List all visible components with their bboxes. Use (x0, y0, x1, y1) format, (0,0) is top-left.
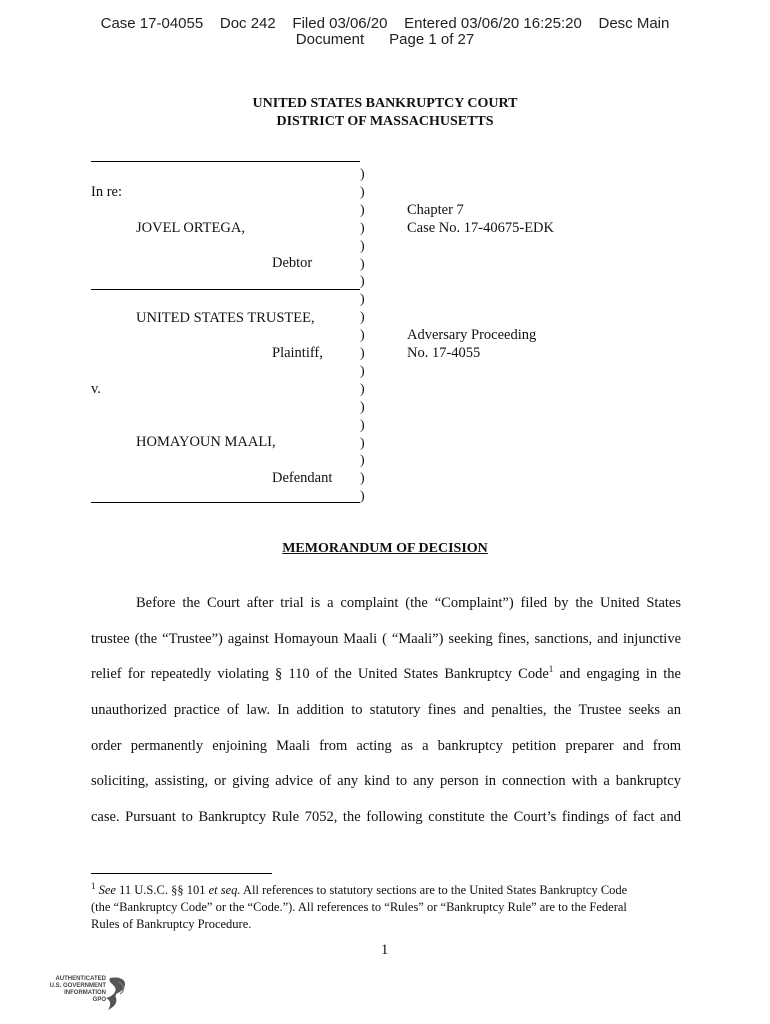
plaintiff-name: UNITED STATES TRUSTEE, (136, 310, 315, 326)
plaintiff-label: Plaintiff, (272, 345, 323, 361)
footnote-rest: All references to statutory sections are to the United States Bankruptcy Code (240, 883, 628, 897)
logo-line-1: AUTHENTICATED (55, 976, 106, 982)
debtor-name: JOVEL ORTEGA, (136, 220, 245, 236)
body-line-6: soliciting, assisting, or giving advice of any kind to any person in connection with a bankruptcy (91, 773, 681, 789)
footnote-line-1 (91, 882, 681, 899)
logo-line-4: GPO (92, 997, 106, 1003)
body-line-2: trustee (the “Trustee”) against Homayoun Maali ( “Maali”) seeking fines, sanctions, and injunctive (91, 631, 681, 647)
footnote-cite: 11 U.S.C. §§ 101 (115, 883, 209, 897)
doc-number: Doc 242 (219, 15, 276, 32)
filed-date: Filed 03/06/20 (292, 15, 388, 32)
caption-paren: ) (360, 399, 365, 415)
document-label: Document (295, 31, 365, 48)
caption-paren: ) (360, 471, 365, 487)
caption-rule-top (91, 161, 360, 162)
page-number: 1 (381, 942, 389, 958)
body-line-3-part2: and engaging in the (559, 666, 681, 682)
caption-paren: ) (360, 435, 365, 451)
body-line-5: order permanently enjoining Maali from acting as a bankruptcy petition preparer and from (91, 738, 681, 754)
caption-paren: ) (360, 346, 365, 361)
in-re-label: In re: (91, 184, 122, 200)
footnote-ref[interactable]: 1 (548, 664, 554, 675)
caption-paren: ) (360, 274, 365, 290)
caption-paren: ) (360, 328, 365, 344)
filing-header-line1 (0, 16, 770, 32)
entered-date: Entered 03/06/20 16:25:20 (404, 15, 582, 32)
eagle-icon (44, 974, 134, 1014)
caption-paren: ) (360, 310, 365, 326)
footnote-line-3: Rules of Bankruptcy Procedure. (91, 917, 252, 931)
body-line-3-part1: relief for repeatedly violating § 110 of the United States Bankruptcy Code (91, 666, 549, 682)
caption-paren: ) (360, 292, 365, 308)
document-title: MEMORANDUM OF DECISION (282, 541, 488, 556)
defendant-label: Defendant (272, 470, 333, 486)
footnote-et-seq: et seq. (208, 883, 241, 897)
body-line-3 (91, 666, 681, 683)
body-line-1: Before the Court after trial is a complaint (the “Complaint”) filed by the United States (136, 595, 681, 611)
caption-rule-bottom (91, 502, 360, 503)
caption-paren: ) (360, 256, 365, 272)
caption-paren: ) (360, 417, 365, 433)
footnote-see: See (98, 883, 116, 897)
caption-paren: ) (360, 220, 365, 236)
footnote-separator (91, 873, 272, 874)
caption-paren: ) (360, 453, 365, 469)
case-number-label: Case No. 17-40675-EDK (407, 220, 554, 236)
caption-paren: ) (360, 381, 365, 397)
versus-label: v. (91, 381, 101, 397)
caption-rule-middle (91, 289, 360, 290)
body-line-4: unauthorized practice of law. In addition to statutory fines and penalties, the Trustee seeks an (91, 702, 681, 718)
adversary-number: No. 17-4055 (407, 345, 481, 361)
debtor-label: Debtor (272, 255, 313, 271)
caption-paren: ) (360, 167, 365, 182)
caption-paren: ) (360, 489, 365, 505)
desc: Desc Main (598, 15, 670, 32)
footnote-line-2: (the “Bankruptcy Code” or the “Code.”). All references to “Rules” or “Bankruptcy Rule” are to the Federal (91, 900, 627, 914)
footnote-number: 1 (91, 880, 96, 891)
court-name: UNITED STATES BANKRUPTCY COURT (252, 96, 518, 111)
body-line-7: case. Pursuant to Bankruptcy Rule 7052, the following constitute the Court’s findings of fact and (91, 809, 681, 825)
caption-paren: ) (360, 363, 365, 379)
caption-paren: ) (360, 238, 365, 254)
gpo-authenticated-logo (44, 974, 134, 1014)
adversary-proceeding-label: Adversary Proceeding (407, 327, 537, 343)
defendant-name: HOMAYOUN MAALI, (136, 434, 276, 450)
logo-line-3: INFORMATION (64, 990, 106, 996)
caption-paren: ) (360, 184, 365, 200)
filing-header-line2 (0, 32, 770, 48)
chapter-label: Chapter 7 (407, 202, 464, 218)
caption-paren: ) (360, 202, 365, 218)
case-number: Case 17-04055 (100, 15, 204, 32)
logo-line-2: U.S. GOVERNMENT (49, 983, 106, 989)
page-count: Page 1 of 27 (389, 31, 475, 48)
court-district: DISTRICT OF MASSACHUSETTS (276, 114, 494, 129)
